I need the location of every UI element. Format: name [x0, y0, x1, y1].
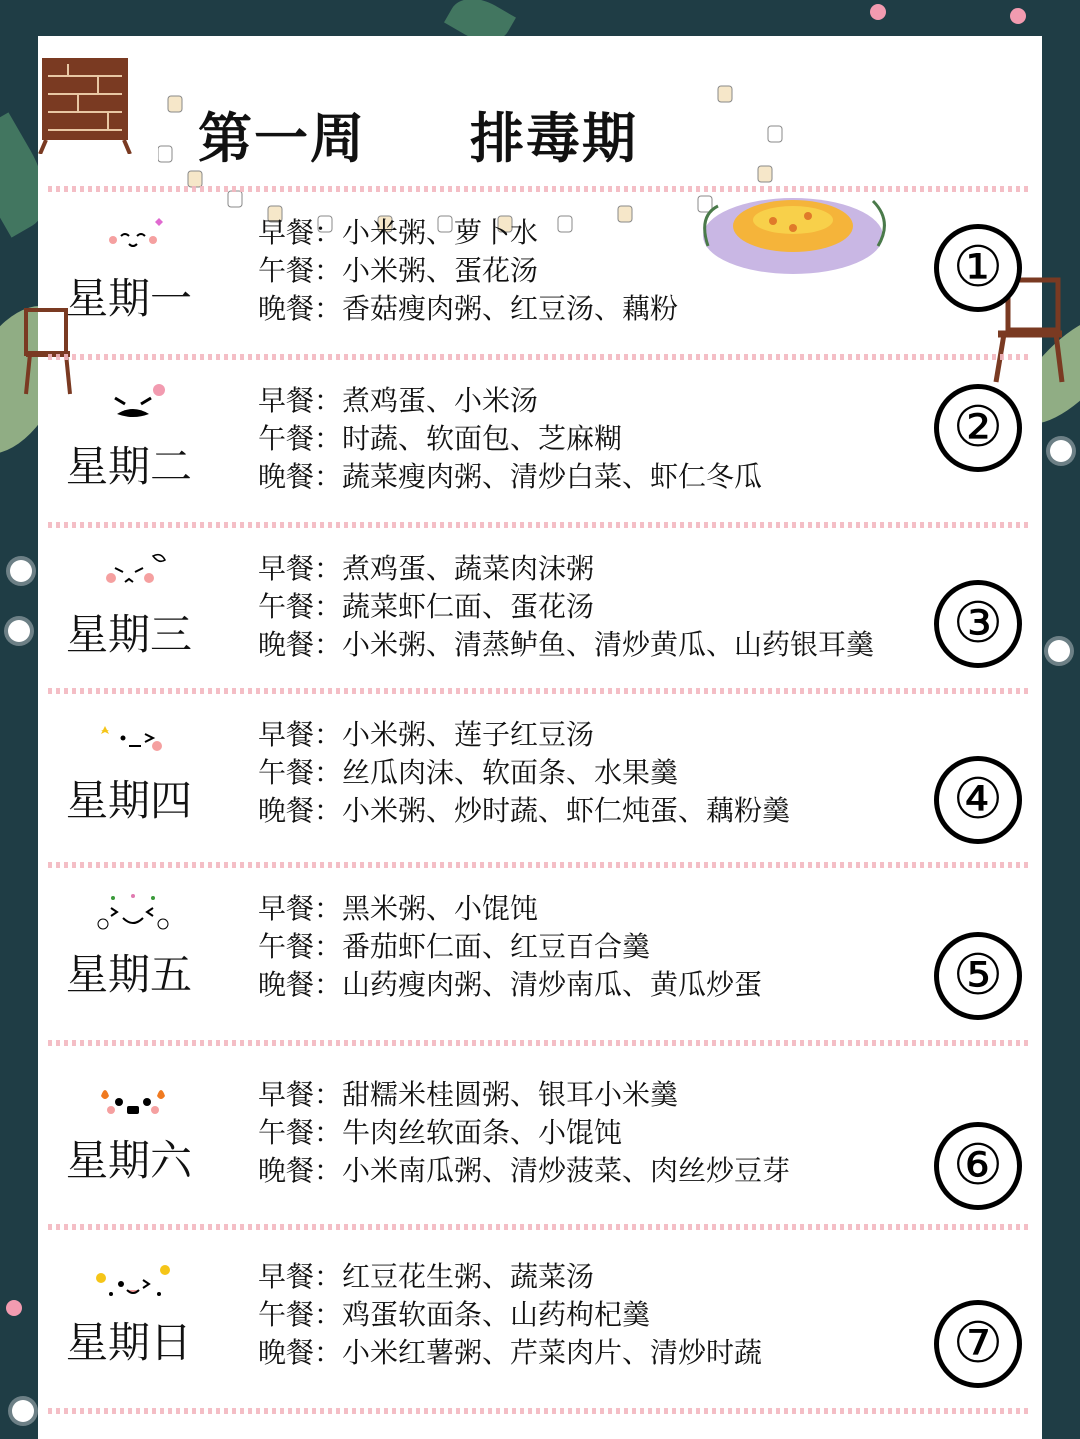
dinner-text: 晚餐：小米粥、炒时蔬、虾仁炖蛋、藕粉羹	[258, 794, 791, 827]
day-number-badge: ⑥	[934, 1122, 1022, 1210]
meal-list	[258, 214, 678, 328]
flower-decoration	[870, 4, 886, 20]
breakfast-text: 早餐：小米粥、莲子红豆汤	[258, 718, 595, 751]
kaomoji-face-icon	[93, 890, 173, 934]
dinner-text: 晚餐：香菇瘦肉粥、红豆汤、藕粉	[258, 292, 679, 325]
lunch-text: 午餐：鸡蛋软面条、山药枸杞羹	[258, 1298, 651, 1331]
flower-decoration	[6, 1300, 22, 1316]
kaomoji-face-icon	[93, 1076, 173, 1120]
day-number-badge: ⑤	[934, 932, 1022, 1020]
kaomoji-face-icon	[93, 214, 173, 258]
menu-card	[38, 36, 1042, 1439]
dinner-text: 晚餐：小米粥、清蒸鲈鱼、清炒黄瓜、山药银耳羹	[258, 628, 875, 661]
lunch-text: 午餐：番茄虾仁面、红豆百合羹	[258, 930, 651, 963]
day-label: 星期六	[66, 1136, 193, 1185]
day-label: 星期日	[66, 1318, 193, 1367]
day-number-badge: ⑦	[934, 1300, 1022, 1388]
breakfast-text: 早餐：煮鸡蛋、蔬菜肉沫粥	[258, 552, 595, 585]
day-number-badge: ③	[934, 580, 1022, 668]
breakfast-text: 早餐：煮鸡蛋、小米汤	[258, 384, 539, 417]
divider	[48, 688, 1032, 694]
divider	[48, 354, 1032, 360]
lunch-text: 午餐：牛肉丝软面条、小馄饨	[258, 1116, 623, 1149]
lunch-text: 午餐：蔬菜虾仁面、蛋花汤	[258, 590, 595, 623]
divider	[48, 862, 1032, 868]
meal-list	[258, 550, 874, 664]
meal-list	[258, 1258, 762, 1372]
day-label: 星期三	[66, 610, 193, 659]
lunch-text: 午餐：时蔬、软面包、芝麻糊	[258, 422, 623, 455]
flower-decoration	[10, 560, 32, 582]
meal-list	[258, 1076, 790, 1190]
day-label: 星期一	[66, 274, 193, 323]
day-label: 星期五	[66, 950, 193, 999]
kaomoji-face-icon	[93, 716, 173, 760]
divider	[48, 1408, 1032, 1414]
lunch-text: 午餐：小米粥、蛋花汤	[258, 254, 539, 287]
flower-decoration	[1050, 440, 1072, 462]
flower-decoration	[1010, 8, 1026, 24]
divider	[48, 1224, 1032, 1230]
day-label: 星期二	[66, 442, 193, 491]
kaomoji-face-icon	[93, 550, 173, 594]
food-bowl-illustration	[698, 186, 888, 286]
divider	[48, 186, 1032, 192]
breakfast-text: 早餐：黑米粥、小馄饨	[258, 892, 539, 925]
kaomoji-face-icon	[93, 382, 173, 426]
lunch-text: 午餐：丝瓜肉沫、软面条、水果羹	[258, 756, 679, 789]
flower-decoration	[8, 620, 30, 642]
day-number-badge: ②	[934, 384, 1022, 472]
day-number-badge: ①	[934, 224, 1022, 312]
dinner-text: 晚餐：蔬菜瘦肉粥、清炒白菜、虾仁冬瓜	[258, 460, 763, 493]
day-label: 星期四	[66, 776, 193, 825]
breakfast-text: 早餐：小米粥、萝卜水	[258, 216, 539, 249]
kaomoji-face-icon	[93, 1258, 173, 1302]
divider	[48, 522, 1032, 528]
dinner-text: 晚餐：小米红薯粥、芹菜肉片、清炒时蔬	[258, 1336, 763, 1369]
breakfast-text: 早餐：甜糯米桂圆粥、银耳小米羹	[258, 1078, 679, 1111]
breakfast-text: 早餐：红豆花生粥、蔬菜汤	[258, 1260, 595, 1293]
day-number-badge: ④	[934, 756, 1022, 844]
meal-list	[258, 382, 762, 496]
dinner-text: 晚餐：山药瘦肉粥、清炒南瓜、黄瓜炒蛋	[258, 968, 763, 1001]
flower-decoration	[1048, 640, 1070, 662]
flower-decoration	[12, 1400, 34, 1422]
page-title: 第一周 排毒期	[198, 107, 638, 170]
meal-list	[258, 716, 790, 830]
dinner-text: 晚餐：小米南瓜粥、清炒菠菜、肉丝炒豆芽	[258, 1154, 791, 1187]
meal-list	[258, 890, 762, 1004]
divider	[48, 1040, 1032, 1046]
